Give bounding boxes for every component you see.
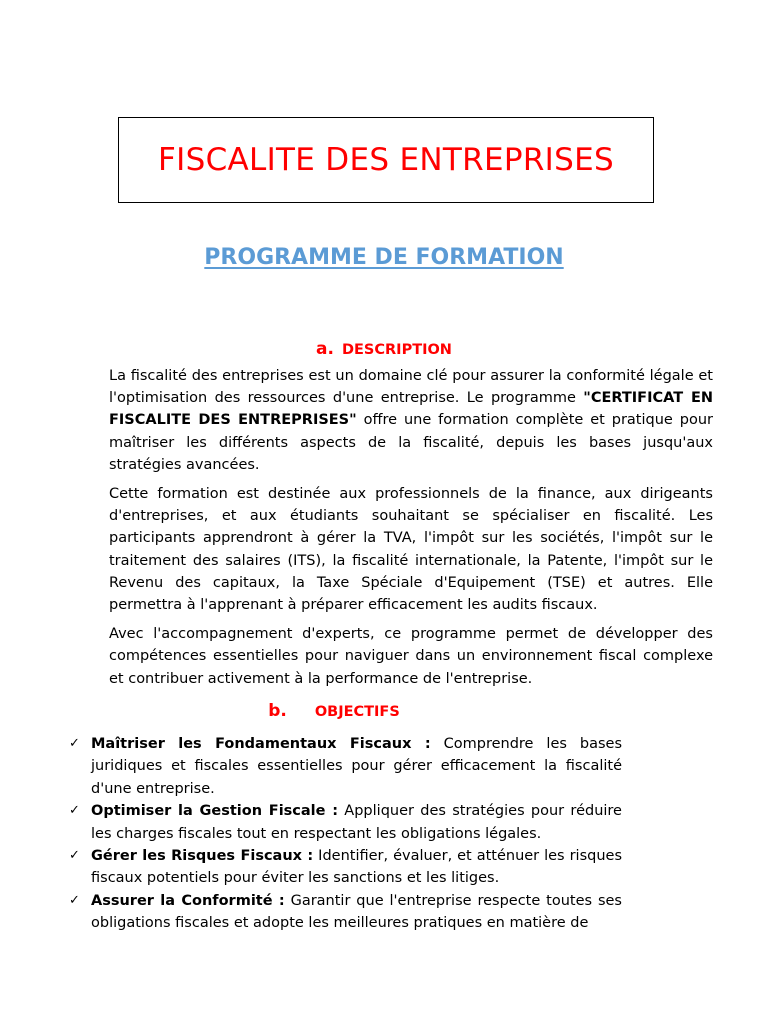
objective-label: Optimiser la Gestion Fiscale :	[91, 803, 339, 820]
description-paragraph-3: Avec l'accompagnement d'experts, ce programme permet de développer des compétences essentielles pour naviguer dans un environnement fiscal complexe et contribuer activement à la performance de l'entreprise.	[109, 626, 713, 687]
check-icon: ✓	[69, 803, 80, 819]
document-subtitle: PROGRAMME DE FORMATION	[204, 245, 564, 270]
section-a-letter: a.	[316, 339, 334, 359]
objective-text: Appliquer des stratégies pour réduire les charges fiscales tout en respectant les obligations légales.	[91, 803, 622, 842]
objective-text: Garantir que l'entreprise respecte toutes ses obligations fiscales et adopte les meilleures pratiques en matière de	[91, 892, 622, 932]
section-a-heading	[0, 339, 768, 359]
objective-item	[69, 845, 622, 890]
title-box	[118, 117, 654, 203]
description-paragraph-2: Cette formation est destinée aux professionnels de la finance, aux dirigeants d'entreprises, et aux étudiants souhaitant se spécialiser en fiscalité. Les participants apprendront à gérer la TVA, l'impôt sur les sociétés, l'impôt sur le traitement des salaires (ITS), la fiscalité internationale, la Patente, l'impôt sur le Revenu des capitaux, la Taxe Spéciale d'Equipement (TSE) et autres. Elle permettra à l'apprenant à préparer efficacement les audits fiscaux.	[109, 486, 713, 614]
objective-item	[69, 733, 622, 800]
section-a-title: DESCRIPTION	[341, 342, 452, 358]
program-name: "CERTIFICAT EN FISCALITE DES ENTREPRISES"	[109, 390, 713, 429]
section-b-heading	[0, 701, 718, 721]
objective-label: Maîtriser les Fondamentaux Fiscaux :	[91, 736, 431, 752]
section-b-title: OBJECTIFS	[314, 704, 400, 720]
check-icon: ✓	[69, 892, 80, 908]
objective-label: Assurer la Conformité :	[91, 892, 285, 909]
paragraph-1-text-end: offre une formation complète et pratique pour maîtriser les différents aspects de la fiscalité, depuis les bases jusqu'aux stratégies avancées.	[109, 412, 713, 473]
check-icon: ✓	[69, 736, 80, 751]
objective-label: Gérer les Risques Fiscaux :	[91, 848, 314, 865]
check-icon: ✓	[69, 848, 80, 864]
section-b-letter: b.	[268, 701, 287, 721]
description-body	[109, 365, 713, 697]
objective-item	[69, 800, 622, 845]
objective-text: Identifier, évaluer, et atténuer les risques fiscaux potentiels pour éviter les sanctions et les litiges.	[91, 848, 622, 887]
description-paragraph-1	[109, 365, 713, 476]
document-title: FISCALITE DES ENTREPRISES	[158, 142, 614, 178]
objective-item	[69, 890, 622, 935]
objectives-list	[69, 733, 622, 935]
objective-text: Comprendre les bases juridiques et fiscales essentielles pour gérer efficacement la fiscalité d'une entreprise.	[91, 736, 622, 797]
paragraph-1-text-start: La fiscalité des entreprises est un domaine clé pour assurer la conformité légale et l'optimisation des ressources d'une entreprise. Le programme	[109, 368, 713, 407]
